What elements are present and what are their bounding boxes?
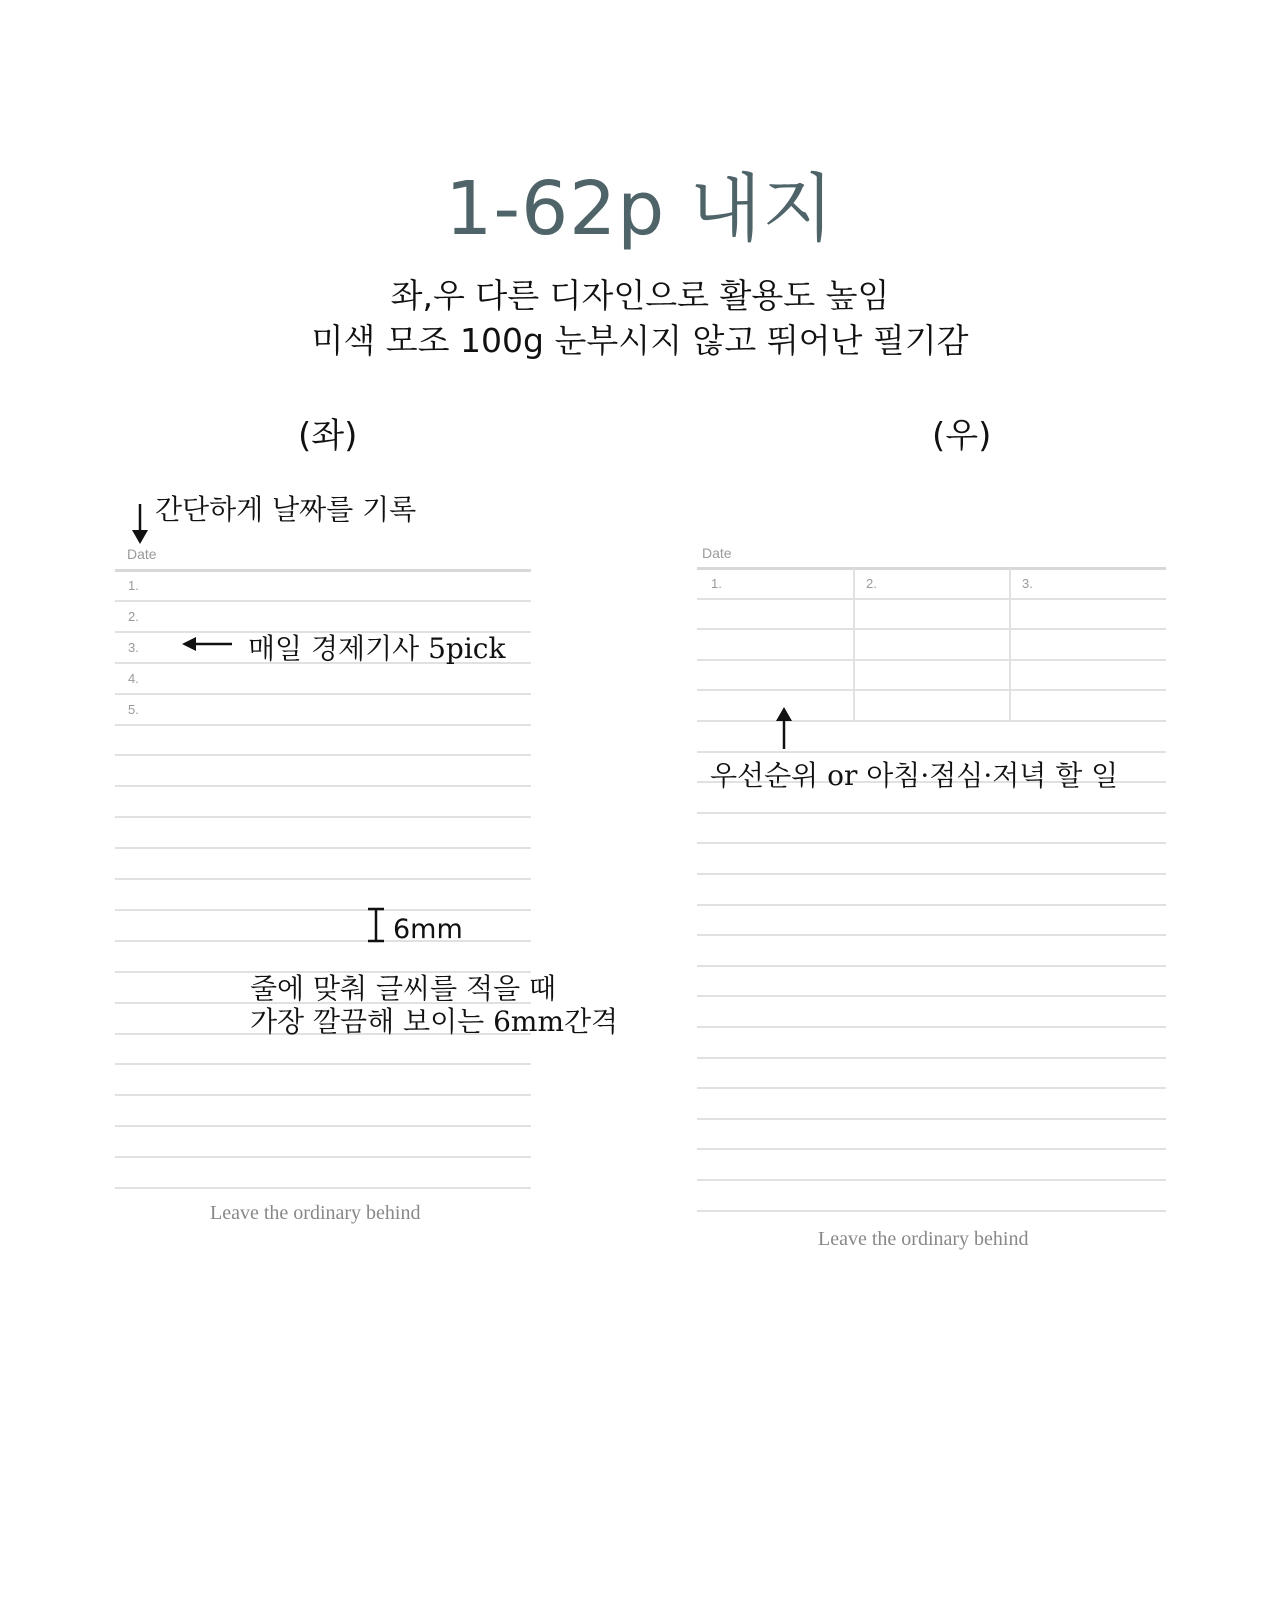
ruled-line [697, 751, 1166, 753]
ruled-line [115, 1125, 531, 1127]
spacing-note-line-2: 가장 깔끔해 보이는 6mm간격 [250, 1005, 619, 1038]
ruled-line [697, 812, 1166, 814]
left-arrow-icon [182, 634, 234, 654]
ruled-line [697, 1118, 1166, 1120]
ruled-line [115, 1187, 531, 1189]
ruled-line [115, 940, 531, 942]
ruled-line [115, 1063, 531, 1065]
ruled-line [697, 598, 1166, 600]
priority-annotation: 우선순위 or 아침·점심·저녁 할 일 [710, 759, 1119, 792]
ruled-line [115, 1156, 531, 1158]
spacing-note-line-1: 줄에 맞춰 글씨를 적을 때 [250, 972, 557, 1005]
left-line-number: 3. [128, 640, 139, 655]
ruled-line [697, 1026, 1166, 1028]
ruled-line [697, 628, 1166, 630]
ruled-line [115, 724, 531, 726]
down-arrow-icon [128, 500, 152, 546]
column-divider [1009, 569, 1011, 720]
ruled-line [697, 659, 1166, 661]
left-date-label: Date [127, 546, 157, 562]
ruled-line [115, 600, 531, 602]
subtitle-line-2: 미색 모조 100g 눈부시지 않고 뛰어난 필기감 [311, 321, 969, 360]
ruled-line [697, 1210, 1166, 1212]
right-date-label: Date [702, 545, 732, 561]
ruled-line [697, 1148, 1166, 1150]
ruled-line [697, 934, 1166, 936]
ruled-line [697, 689, 1166, 691]
page-title: 1-62p 내지 [445, 166, 835, 252]
ruled-line [115, 816, 531, 818]
spacing-value: 6mm [393, 914, 463, 945]
pick-annotation: 매일 경제기사 5pick [248, 632, 506, 665]
left-line-number: 4. [128, 671, 139, 686]
left-line-number: 2. [128, 609, 139, 624]
ruled-line [697, 873, 1166, 875]
spacing-bracket-icon [364, 906, 388, 944]
ruled-line [697, 1057, 1166, 1059]
ruled-line [697, 1179, 1166, 1181]
up-arrow-icon [773, 705, 795, 751]
ruled-line [115, 754, 531, 756]
ruled-line [115, 785, 531, 787]
subtitle-line-1: 좌,우 다른 디자인으로 활용도 높임 [390, 276, 890, 315]
column-number: 2. [866, 576, 877, 591]
ruled-line [115, 1094, 531, 1096]
ruled-line [115, 693, 531, 695]
left-footer-tagline: Leave the ordinary behind [210, 1202, 421, 1224]
column-divider [853, 569, 855, 720]
ruled-line [115, 878, 531, 880]
ruled-line [697, 965, 1166, 967]
column-number: 3. [1022, 576, 1033, 591]
right-page-label: (우) [932, 416, 992, 456]
ruled-line [697, 995, 1166, 997]
ruled-line [697, 720, 1166, 722]
ruled-line [697, 904, 1166, 906]
ruled-line [697, 567, 1166, 570]
left-line-number: 1. [128, 578, 139, 593]
left-page-label: (좌) [298, 416, 358, 456]
ruled-line [697, 1087, 1166, 1089]
column-number: 1. [711, 576, 722, 591]
date-annotation: 간단하게 날짜를 기록 [155, 493, 417, 526]
right-footer-tagline: Leave the ordinary behind [818, 1228, 1029, 1250]
ruled-line [115, 909, 531, 911]
ruled-line [115, 847, 531, 849]
ruled-line [697, 842, 1166, 844]
left-line-number: 5. [128, 702, 139, 717]
ruled-line [115, 569, 531, 572]
